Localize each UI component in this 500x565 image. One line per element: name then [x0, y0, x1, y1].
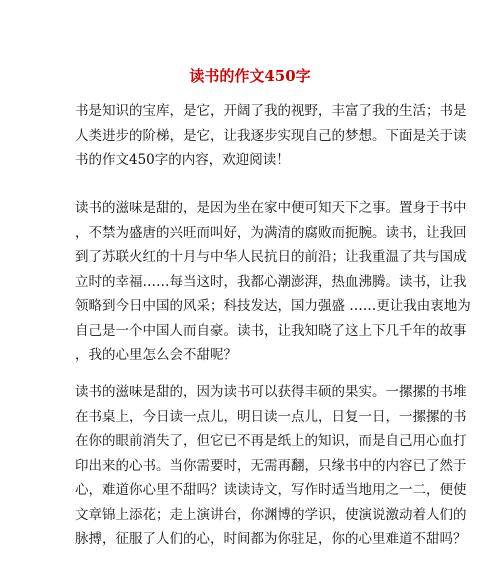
- paragraph-line: 读书的滋味是甜的，是因为坐在家中便可知天下之事。置身于书中: [75, 200, 467, 216]
- paragraph-line: 人类进步的阶梯，是它，让我逐步实现自己的梦想。下面是关于读: [75, 127, 467, 144]
- body-paragraph-1: [75, 196, 471, 368]
- paragraph-line: 书是知识的宝库，是它，开阔了我的视野，丰富了我的生活；书是: [75, 103, 467, 119]
- paragraph-line: 在你的眼前消失了，但它已不再是纸上的知识，而是自己用心血打: [75, 433, 467, 449]
- paragraph-line: 文章锦上添花；走上演讲台，你渊博的学识，使演说激动着人们的: [75, 506, 467, 523]
- paragraph-line: 心，难道你心里不甜吗？读读诗文，写作时适当地用之一二，便使: [75, 482, 467, 498]
- paragraph-line: 在书桌上，今日读一点儿，明日读一点儿，日复一日，一摞摞的书: [75, 408, 467, 425]
- paragraph-line: ，不禁为盛唐的兴旺而叫好，为满清的腐败而扼腕。读书，让我回: [75, 224, 467, 241]
- paragraph-line: 立时的幸福……每当这时，我都心潮澎湃，热血沸腾。读书，让我: [75, 273, 467, 290]
- paragraph-line: 自己是一个中国人而自豪。读书，让我知晓了这上下几千年的故事: [75, 322, 467, 339]
- paragraph-line: 读书的滋味是甜的，因为读书可以获得丰硕的果实。一摞摞的书堆: [75, 384, 467, 400]
- document-title: 读书的作文450字: [189, 67, 311, 85]
- intro-paragraph: [75, 99, 467, 173]
- paragraph-line: 脉搏，征服了人们的心，时间都为你驻足，你的心里难道不甜吗？: [75, 531, 467, 547]
- paragraph-line: 印出来的心书。当你需要时，无需再翻，只缘书中的内容已了然于: [75, 457, 467, 474]
- paragraph-line: 到了苏联火红的十月与中华人民抗日的前沿；让我重温了共与国成: [75, 249, 467, 265]
- body-paragraph-2: [75, 380, 467, 552]
- paragraph-line: ，我的心里怎么会不甜呢？: [75, 347, 237, 363]
- paragraph-line: 书的作文450字的内容，欢迎阅读！: [75, 152, 290, 168]
- paragraph-line: 领略到今日中国的风采；科技发达，国力强盛 ……更让我由衷地为: [75, 298, 471, 314]
